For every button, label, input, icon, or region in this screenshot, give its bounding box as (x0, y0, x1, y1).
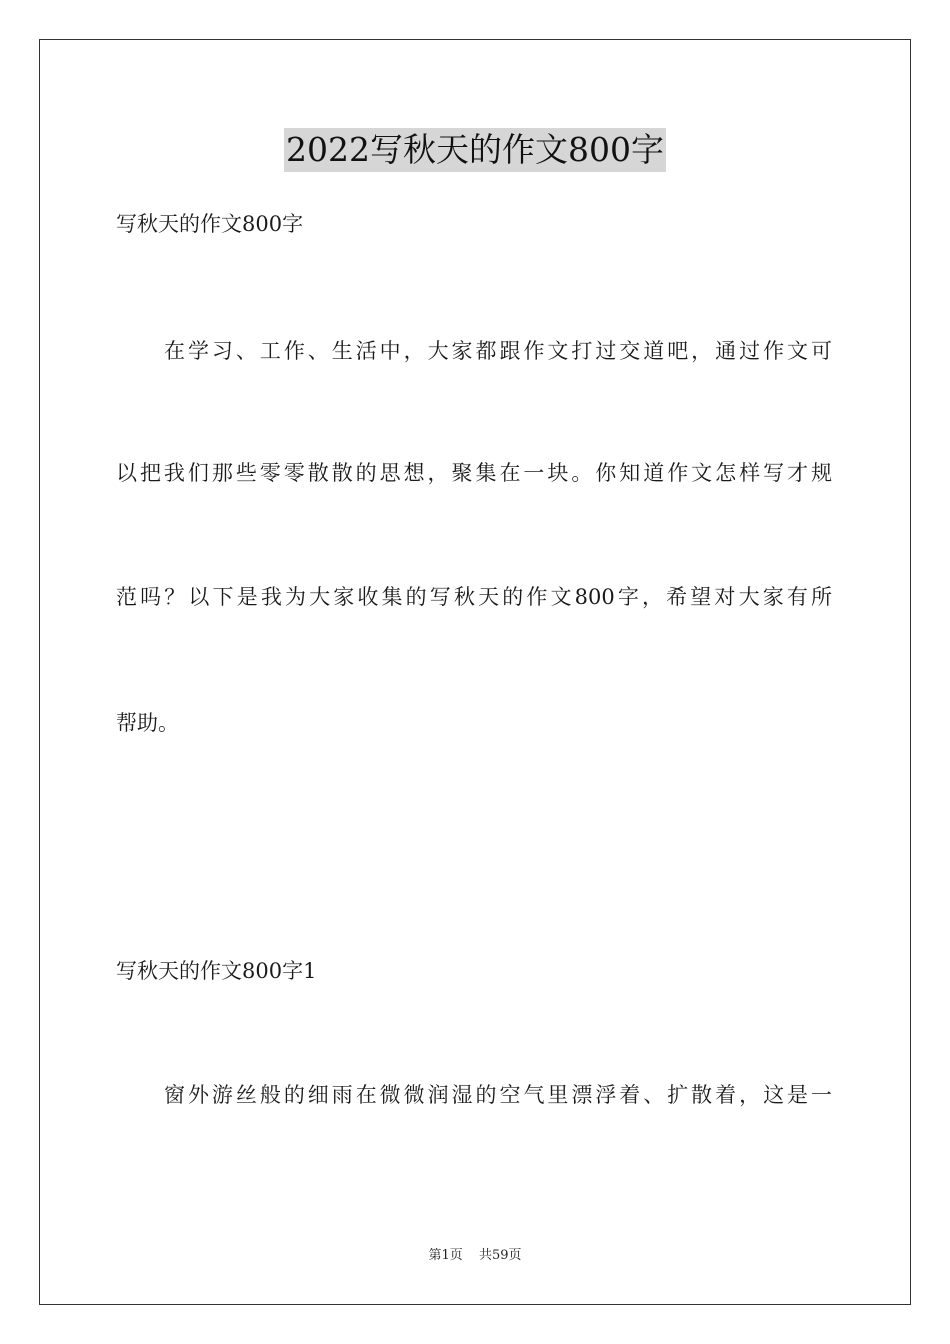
intro-line-2: 以把我们那些零零散散的思想，聚集在一块。你知道作文怎样写才规 (116, 461, 832, 485)
document-title: 2022写秋天的作文800字 (284, 128, 666, 172)
subtitle: 写秋天的作文800字 (116, 212, 304, 236)
total-pages: 共59页 (478, 1248, 522, 1263)
intro-line-1: 在学习、工作、生活中，大家都跟作文打过交道吧，通过作文可 (164, 339, 832, 363)
intro-line-4: 帮助。 (116, 711, 179, 735)
page-footer (0, 1247, 950, 1265)
title-container (0, 128, 950, 172)
section-heading: 写秋天的作文800字1 (116, 959, 317, 983)
section-first-line: 窗外游丝般的细雨在微微润湿的空气里漂浮着、扩散着，这是一 (164, 1083, 832, 1107)
intro-line-3: 范吗？以下是我为大家收集的写秋天的作文800字，希望对大家有所 (116, 585, 832, 609)
page-number: 第1页 (428, 1248, 463, 1263)
